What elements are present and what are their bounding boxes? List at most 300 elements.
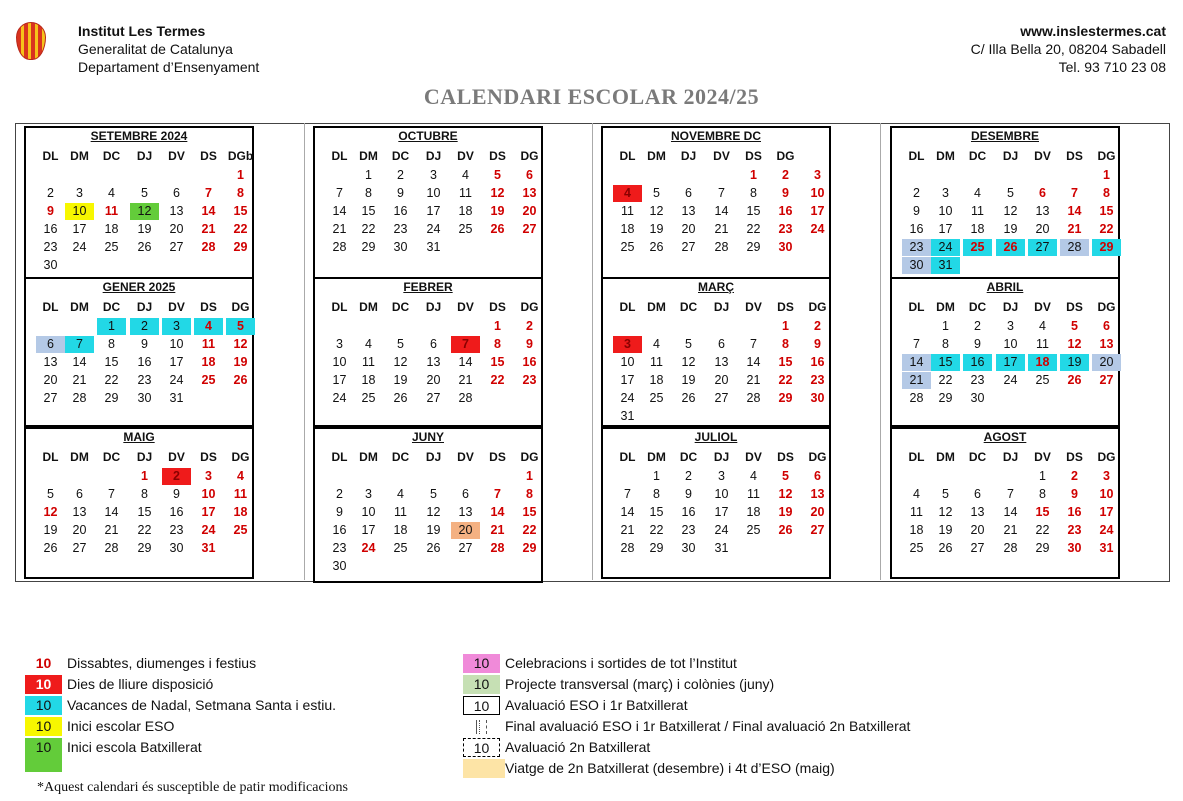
day-cell[interactable]: 2: [336, 487, 343, 501]
day-cell[interactable]: 28: [72, 391, 87, 405]
day-cell[interactable]: 29: [361, 240, 376, 254]
day-cell[interactable]: 24: [201, 523, 216, 537]
day-cell[interactable]: 26: [137, 240, 152, 254]
day-cell[interactable]: 15: [931, 354, 960, 371]
day-cell[interactable]: 10: [201, 487, 216, 501]
day-cell[interactable]: 11: [747, 487, 760, 501]
day-cell[interactable]: 1: [494, 319, 501, 333]
day-cell[interactable]: 6: [430, 337, 437, 351]
day-cell[interactable]: 27: [43, 391, 58, 405]
day-cell[interactable]: 17: [1099, 505, 1114, 519]
day-cell[interactable]: 7: [1007, 487, 1014, 501]
day-cell[interactable]: 29: [137, 541, 152, 555]
day-cell[interactable]: 4: [653, 337, 660, 351]
day-cell[interactable]: 17: [332, 373, 347, 387]
day-cell[interactable]: 4: [365, 337, 372, 351]
day-cell[interactable]: 18: [649, 373, 664, 387]
day-cell[interactable]: 9: [814, 337, 821, 351]
day-cell[interactable]: 20: [169, 222, 184, 236]
day-cell[interactable]: 22: [104, 373, 119, 387]
day-cell[interactable]: 3: [1103, 469, 1110, 483]
day-cell[interactable]: 30: [137, 391, 152, 405]
day-cell[interactable]: 2: [974, 319, 981, 333]
day-cell[interactable]: 3: [1007, 319, 1014, 333]
day-cell[interactable]: 11: [910, 505, 923, 519]
day-cell[interactable]: 11: [971, 204, 984, 218]
day-cell[interactable]: 4: [1039, 319, 1046, 333]
day-cell[interactable]: 14: [902, 354, 931, 371]
day-cell[interactable]: 7: [913, 337, 920, 351]
day-cell[interactable]: 8: [1039, 487, 1046, 501]
day-cell[interactable]: 7: [336, 186, 343, 200]
day-cell[interactable]: 10: [1099, 487, 1114, 501]
day-cell[interactable]: 24: [72, 240, 87, 254]
day-cell[interactable]: 13: [426, 355, 441, 369]
day-cell[interactable]: 25: [393, 541, 408, 555]
day-cell[interactable]: 22: [1035, 523, 1050, 537]
day-cell[interactable]: 14: [620, 505, 635, 519]
day-cell[interactable]: 18: [458, 204, 473, 218]
day-cell[interactable]: 24: [332, 391, 347, 405]
day-cell[interactable]: 2: [782, 168, 789, 182]
day-cell[interactable]: 3: [718, 469, 725, 483]
day-cell[interactable]: 10: [1003, 337, 1018, 351]
day-cell[interactable]: 18: [746, 505, 761, 519]
day-cell[interactable]: 23: [393, 222, 408, 236]
day-cell[interactable]: 12: [43, 505, 58, 519]
day-cell[interactable]: 22: [361, 222, 376, 236]
day-cell[interactable]: 20: [1035, 222, 1050, 236]
day-cell[interactable]: 14: [1003, 505, 1018, 519]
day-cell[interactable]: 19: [233, 355, 248, 369]
day-cell[interactable]: 21: [201, 222, 216, 236]
day-cell[interactable]: 6: [526, 168, 533, 182]
day-cell[interactable]: 20: [43, 373, 58, 387]
day-cell[interactable]: 14: [458, 355, 473, 369]
day-cell[interactable]: 11: [201, 337, 216, 351]
day-cell[interactable]: 8: [1103, 186, 1110, 200]
day-cell[interactable]: 22: [938, 373, 953, 387]
day-cell[interactable]: 26: [393, 391, 408, 405]
day-cell[interactable]: 7: [108, 487, 115, 501]
day-cell[interactable]: 15: [778, 355, 793, 369]
day-cell[interactable]: 22: [746, 222, 761, 236]
day-cell[interactable]: 3: [942, 186, 949, 200]
day-cell[interactable]: 16: [778, 204, 793, 218]
day-cell[interactable]: 16: [332, 523, 347, 537]
day-cell[interactable]: 10: [810, 186, 825, 200]
day-cell[interactable]: 30: [1067, 541, 1082, 555]
day-cell[interactable]: 8: [108, 337, 115, 351]
day-cell[interactable]: 11: [650, 355, 663, 369]
day-cell[interactable]: 28: [620, 541, 635, 555]
day-cell[interactable]: 23: [522, 373, 537, 387]
day-cell[interactable]: 30: [902, 257, 931, 274]
day-cell[interactable]: 29: [746, 240, 761, 254]
day-cell[interactable]: 4: [913, 487, 920, 501]
day-cell[interactable]: 14: [104, 505, 119, 519]
day-cell[interactable]: 10: [714, 487, 729, 501]
day-cell[interactable]: 17: [938, 222, 953, 236]
day-cell[interactable]: 28: [746, 391, 761, 405]
day-cell[interactable]: 15: [1035, 505, 1050, 519]
day-cell[interactable]: 12: [130, 203, 159, 220]
day-cell[interactable]: 30: [169, 541, 184, 555]
day-cell[interactable]: 15: [137, 505, 152, 519]
day-cell[interactable]: 2: [1071, 469, 1078, 483]
day-cell[interactable]: 8: [237, 186, 244, 200]
day-cell[interactable]: 23: [902, 239, 931, 256]
day-cell[interactable]: 28: [332, 240, 347, 254]
day-cell[interactable]: 28: [1060, 239, 1089, 256]
day-cell[interactable]: 10: [65, 203, 94, 220]
day-cell[interactable]: 2: [397, 168, 404, 182]
day-cell[interactable]: 24: [931, 239, 960, 256]
day-cell[interactable]: 9: [1071, 487, 1078, 501]
day-cell[interactable]: 4: [462, 168, 469, 182]
day-cell[interactable]: 2: [814, 319, 821, 333]
day-cell[interactable]: 26: [490, 222, 505, 236]
day-cell[interactable]: 6: [814, 469, 821, 483]
day-cell[interactable]: 7: [1071, 186, 1078, 200]
day-cell[interactable]: 7: [624, 487, 631, 501]
day-cell[interactable]: 26: [43, 541, 58, 555]
day-cell[interactable]: 3: [205, 469, 212, 483]
day-cell[interactable]: 15: [746, 204, 761, 218]
day-cell[interactable]: 11: [362, 355, 375, 369]
day-cell[interactable]: 10: [426, 186, 441, 200]
day-cell[interactable]: 1: [750, 168, 757, 182]
day-cell[interactable]: 13: [810, 487, 825, 501]
day-cell[interactable]: 10: [361, 505, 376, 519]
day-cell[interactable]: 16: [393, 204, 408, 218]
day-cell[interactable]: 28: [104, 541, 119, 555]
day-cell[interactable]: 23: [332, 541, 347, 555]
day-cell[interactable]: 9: [685, 487, 692, 501]
day-cell[interactable]: 30: [393, 240, 408, 254]
day-cell[interactable]: 9: [47, 204, 54, 218]
day-cell[interactable]: 4: [613, 185, 642, 202]
day-cell[interactable]: 16: [810, 355, 825, 369]
day-cell[interactable]: 8: [653, 487, 660, 501]
day-cell[interactable]: 15: [649, 505, 664, 519]
day-cell[interactable]: 12: [938, 505, 953, 519]
day-cell[interactable]: 22: [233, 222, 248, 236]
day-cell[interactable]: 16: [681, 505, 696, 519]
day-cell[interactable]: 25: [620, 240, 635, 254]
day-cell[interactable]: 17: [72, 222, 87, 236]
day-cell[interactable]: 13: [1035, 204, 1050, 218]
day-cell[interactable]: 13: [522, 186, 537, 200]
day-cell[interactable]: 16: [43, 222, 58, 236]
day-cell[interactable]: 17: [169, 355, 184, 369]
day-cell[interactable]: 4: [194, 318, 223, 335]
day-cell[interactable]: 1: [97, 318, 126, 335]
day-cell[interactable]: 24: [810, 222, 825, 236]
day-cell[interactable]: 15: [490, 355, 505, 369]
day-cell[interactable]: 25: [104, 240, 119, 254]
day-cell[interactable]: 9: [141, 337, 148, 351]
day-cell[interactable]: 3: [613, 336, 642, 353]
day-cell[interactable]: 12: [1067, 337, 1082, 351]
day-cell[interactable]: 16: [909, 222, 924, 236]
day-cell[interactable]: 31: [931, 257, 960, 274]
day-cell[interactable]: 9: [173, 487, 180, 501]
day-cell[interactable]: 26: [938, 541, 953, 555]
day-cell[interactable]: 8: [782, 337, 789, 351]
day-cell[interactable]: 13: [970, 505, 985, 519]
day-cell[interactable]: 19: [938, 523, 953, 537]
day-cell[interactable]: 20: [810, 505, 825, 519]
day-cell[interactable]: 29: [522, 541, 537, 555]
day-cell[interactable]: 12: [681, 355, 696, 369]
day-cell[interactable]: 10: [938, 204, 953, 218]
day-cell[interactable]: 25: [361, 391, 376, 405]
day-cell[interactable]: 17: [426, 204, 441, 218]
day-cell[interactable]: 20: [970, 523, 985, 537]
day-cell[interactable]: 18: [393, 523, 408, 537]
day-cell[interactable]: 21: [332, 222, 347, 236]
day-cell[interactable]: 19: [137, 222, 152, 236]
day-cell[interactable]: 6: [36, 336, 65, 353]
day-cell[interactable]: 6: [718, 337, 725, 351]
day-cell[interactable]: 8: [750, 186, 757, 200]
day-cell[interactable]: 14: [1067, 204, 1082, 218]
day-cell[interactable]: 4: [397, 487, 404, 501]
day-cell[interactable]: 14: [714, 204, 729, 218]
day-cell[interactable]: 21: [902, 372, 931, 389]
day-cell[interactable]: 5: [141, 186, 148, 200]
day-cell[interactable]: 28: [909, 391, 924, 405]
day-cell[interactable]: 21: [458, 373, 473, 387]
day-cell[interactable]: 26: [233, 373, 248, 387]
day-cell[interactable]: 7: [451, 336, 480, 353]
day-cell[interactable]: 5: [782, 469, 789, 483]
day-cell[interactable]: 2: [913, 186, 920, 200]
day-cell[interactable]: 17: [201, 505, 216, 519]
day-cell[interactable]: 3: [814, 168, 821, 182]
day-cell[interactable]: 14: [746, 355, 761, 369]
day-cell[interactable]: 13: [169, 204, 184, 218]
day-cell[interactable]: 6: [685, 186, 692, 200]
day-cell[interactable]: 22: [778, 373, 793, 387]
day-cell[interactable]: 1: [782, 319, 789, 333]
day-cell[interactable]: 3: [76, 186, 83, 200]
day-cell[interactable]: 19: [778, 505, 793, 519]
day-cell[interactable]: 8: [141, 487, 148, 501]
day-cell[interactable]: 22: [649, 523, 664, 537]
day-cell[interactable]: 23: [778, 222, 793, 236]
day-cell[interactable]: 7: [205, 186, 212, 200]
day-cell[interactable]: 18: [1028, 354, 1057, 371]
day-cell[interactable]: 31: [201, 541, 216, 555]
day-cell[interactable]: 30: [970, 391, 985, 405]
day-cell[interactable]: 29: [1092, 239, 1121, 256]
day-cell[interactable]: 5: [397, 337, 404, 351]
day-cell[interactable]: 20: [1092, 354, 1121, 371]
day-cell[interactable]: 14: [490, 505, 505, 519]
day-cell[interactable]: 9: [526, 337, 533, 351]
day-cell[interactable]: 8: [494, 337, 501, 351]
day-cell[interactable]: 13: [681, 204, 696, 218]
day-cell[interactable]: 5: [226, 318, 255, 335]
day-cell[interactable]: 19: [426, 523, 441, 537]
day-cell[interactable]: 11: [1036, 337, 1049, 351]
day-cell[interactable]: 15: [522, 505, 537, 519]
day-cell[interactable]: 13: [72, 505, 87, 519]
day-cell[interactable]: 12: [393, 355, 408, 369]
day-cell[interactable]: 12: [426, 505, 441, 519]
day-cell[interactable]: 26: [649, 240, 664, 254]
day-cell[interactable]: 7: [718, 186, 725, 200]
day-cell[interactable]: 4: [108, 186, 115, 200]
day-cell[interactable]: 30: [778, 240, 793, 254]
day-cell[interactable]: 2: [47, 186, 54, 200]
day-cell[interactable]: 19: [1060, 354, 1089, 371]
day-cell[interactable]: 27: [1028, 239, 1057, 256]
day-cell[interactable]: 21: [1067, 222, 1082, 236]
day-cell[interactable]: 5: [685, 337, 692, 351]
day-cell[interactable]: 25: [458, 222, 473, 236]
day-cell[interactable]: 20: [426, 373, 441, 387]
day-cell[interactable]: 5: [430, 487, 437, 501]
day-cell[interactable]: 10: [620, 355, 635, 369]
day-cell[interactable]: 28: [1003, 541, 1018, 555]
day-cell[interactable]: 1: [1039, 469, 1046, 483]
day-cell[interactable]: 31: [620, 409, 635, 423]
day-cell[interactable]: 3: [336, 337, 343, 351]
day-cell[interactable]: 9: [913, 204, 920, 218]
day-cell[interactable]: 4: [750, 469, 757, 483]
day-cell[interactable]: 20: [451, 522, 480, 539]
day-cell[interactable]: 18: [620, 222, 635, 236]
day-cell[interactable]: 23: [43, 240, 58, 254]
day-cell[interactable]: 9: [974, 337, 981, 351]
day-cell[interactable]: 21: [620, 523, 635, 537]
day-cell[interactable]: 27: [970, 541, 985, 555]
day-cell[interactable]: 31: [1099, 541, 1114, 555]
day-cell[interactable]: 18: [104, 222, 119, 236]
website-link[interactable]: www.inslestermes.cat: [1020, 23, 1166, 39]
day-cell[interactable]: 24: [426, 222, 441, 236]
day-cell[interactable]: 28: [458, 391, 473, 405]
day-cell[interactable]: 30: [332, 559, 347, 573]
day-cell[interactable]: 17: [620, 373, 635, 387]
day-cell[interactable]: 17: [810, 204, 825, 218]
day-cell[interactable]: 9: [336, 505, 343, 519]
day-cell[interactable]: 4: [974, 186, 981, 200]
day-cell[interactable]: 6: [1039, 186, 1046, 200]
day-cell[interactable]: 4: [237, 469, 244, 483]
day-cell[interactable]: 24: [714, 523, 729, 537]
day-cell[interactable]: 2: [526, 319, 533, 333]
day-cell[interactable]: 23: [137, 373, 152, 387]
day-cell[interactable]: 20: [681, 222, 696, 236]
day-cell[interactable]: 23: [1067, 523, 1082, 537]
day-cell[interactable]: 25: [649, 391, 664, 405]
day-cell[interactable]: 27: [169, 240, 184, 254]
day-cell[interactable]: 16: [522, 355, 537, 369]
day-cell[interactable]: 1: [141, 469, 148, 483]
day-cell[interactable]: 6: [76, 487, 83, 501]
day-cell[interactable]: 20: [714, 373, 729, 387]
day-cell[interactable]: 27: [714, 391, 729, 405]
day-cell[interactable]: 19: [43, 523, 58, 537]
day-cell[interactable]: 25: [909, 541, 924, 555]
day-cell[interactable]: 26: [681, 391, 696, 405]
day-cell[interactable]: 27: [458, 541, 473, 555]
day-cell[interactable]: 29: [104, 391, 119, 405]
day-cell[interactable]: 21: [746, 373, 761, 387]
day-cell[interactable]: 22: [490, 373, 505, 387]
day-cell[interactable]: 8: [365, 186, 372, 200]
day-cell[interactable]: 3: [365, 487, 372, 501]
day-cell[interactable]: 11: [394, 505, 407, 519]
day-cell[interactable]: 9: [782, 186, 789, 200]
day-cell[interactable]: 18: [970, 222, 985, 236]
day-cell[interactable]: 23: [169, 523, 184, 537]
day-cell[interactable]: 25: [746, 523, 761, 537]
day-cell[interactable]: 1: [942, 319, 949, 333]
day-cell[interactable]: 26: [778, 523, 793, 537]
day-cell[interactable]: 16: [963, 354, 992, 371]
day-cell[interactable]: 16: [1067, 505, 1082, 519]
day-cell[interactable]: 21: [104, 523, 119, 537]
day-cell[interactable]: 30: [43, 258, 58, 272]
day-cell[interactable]: 24: [620, 391, 635, 405]
day-cell[interactable]: 5: [1071, 319, 1078, 333]
day-cell[interactable]: 21: [1003, 523, 1018, 537]
day-cell[interactable]: 27: [522, 222, 537, 236]
day-cell[interactable]: 2: [130, 318, 159, 335]
day-cell[interactable]: 12: [233, 337, 248, 351]
day-cell[interactable]: 1: [526, 469, 533, 483]
day-cell[interactable]: 29: [1035, 541, 1050, 555]
day-cell[interactable]: 14: [201, 204, 216, 218]
day-cell[interactable]: 27: [681, 240, 696, 254]
day-cell[interactable]: 12: [1003, 204, 1018, 218]
day-cell[interactable]: 19: [1003, 222, 1018, 236]
day-cell[interactable]: 26: [426, 541, 441, 555]
day-cell[interactable]: 28: [201, 240, 216, 254]
day-cell[interactable]: 27: [72, 541, 87, 555]
day-cell[interactable]: 6: [1103, 319, 1110, 333]
day-cell[interactable]: 19: [681, 373, 696, 387]
day-cell[interactable]: 20: [522, 204, 537, 218]
day-cell[interactable]: 19: [490, 204, 505, 218]
day-cell[interactable]: 3: [430, 168, 437, 182]
day-cell[interactable]: 28: [714, 240, 729, 254]
day-cell[interactable]: 26: [996, 239, 1025, 256]
day-cell[interactable]: 1: [365, 168, 372, 182]
day-cell[interactable]: 7: [750, 337, 757, 351]
day-cell[interactable]: 25: [201, 373, 216, 387]
day-cell[interactable]: 29: [233, 240, 248, 254]
day-cell[interactable]: 21: [714, 222, 729, 236]
day-cell[interactable]: 25: [963, 239, 992, 256]
day-cell[interactable]: 5: [653, 186, 660, 200]
day-cell[interactable]: 5: [1007, 186, 1014, 200]
day-cell[interactable]: 21: [72, 373, 87, 387]
day-cell[interactable]: 11: [621, 204, 634, 218]
day-cell[interactable]: 6: [462, 487, 469, 501]
day-cell[interactable]: 2: [685, 469, 692, 483]
day-cell[interactable]: 31: [169, 391, 184, 405]
day-cell[interactable]: 2: [162, 468, 191, 485]
day-cell[interactable]: 17: [361, 523, 376, 537]
day-cell[interactable]: 31: [714, 541, 729, 555]
day-cell[interactable]: 1: [1103, 168, 1110, 182]
